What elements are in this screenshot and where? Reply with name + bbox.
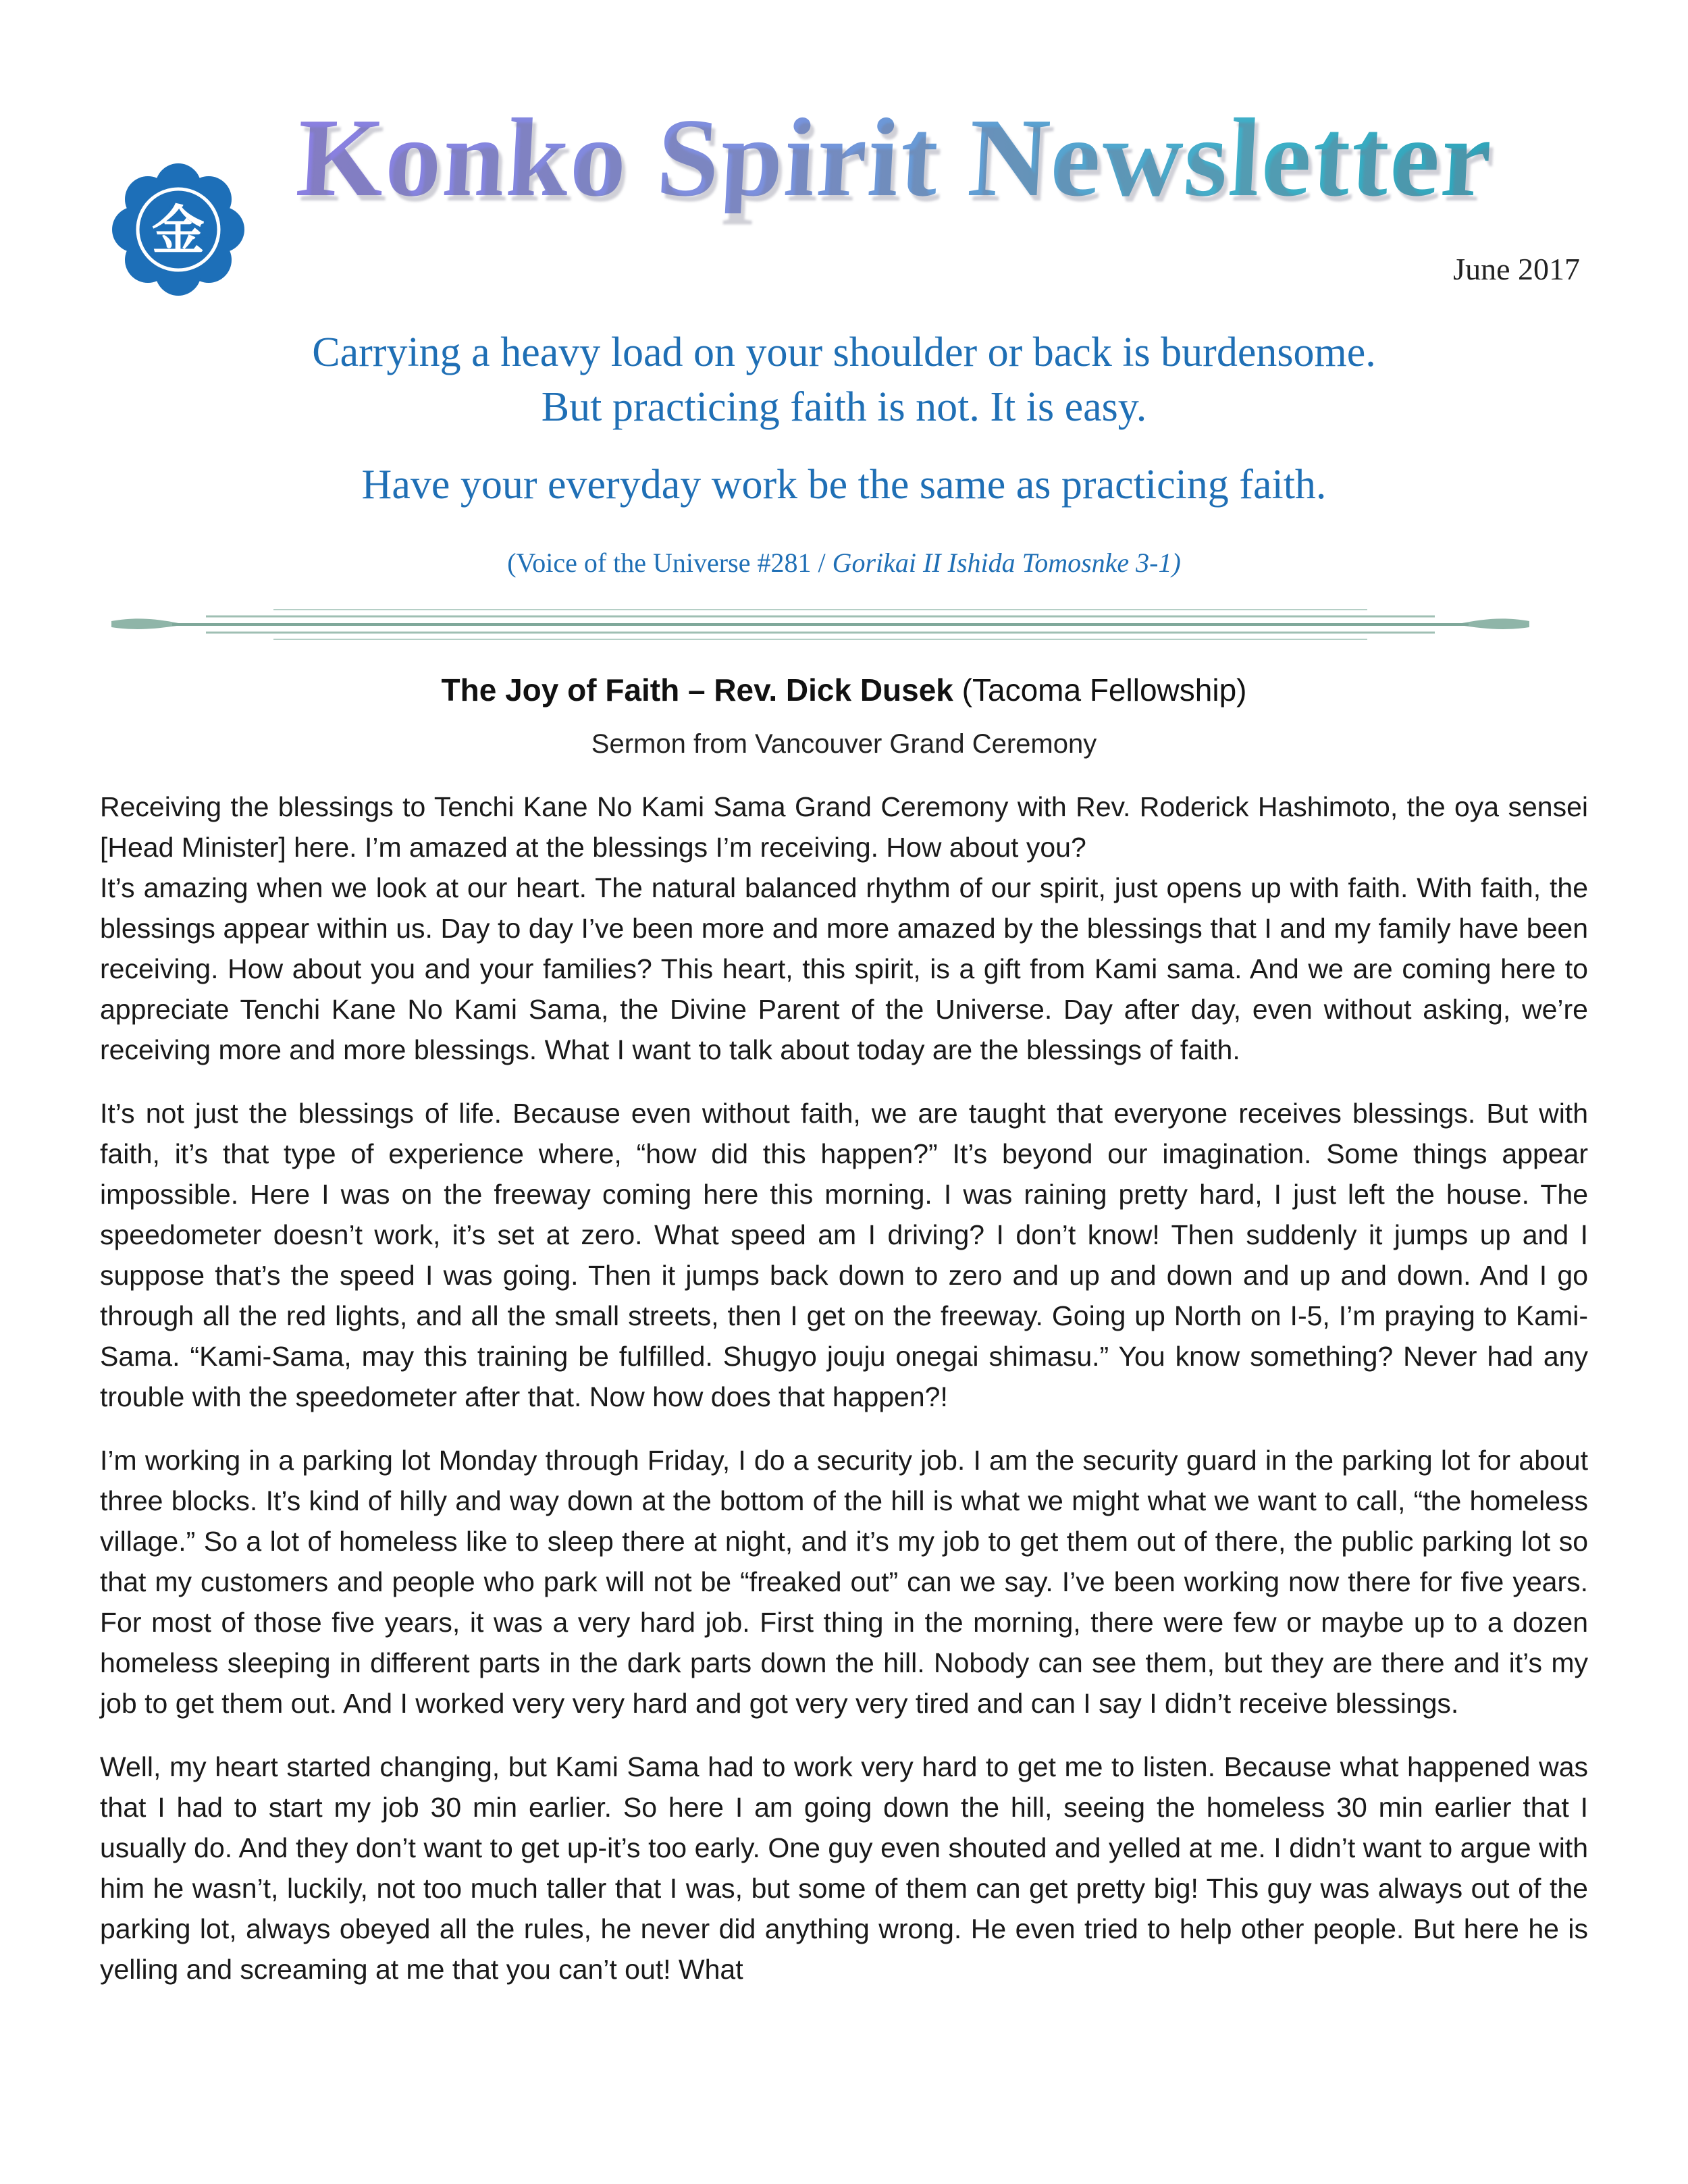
- article-title-main: The Joy of Faith – Rev. Dick Dusek: [441, 672, 953, 708]
- ornamental-divider: [111, 604, 1529, 645]
- article-subtitle: Sermon from Vancouver Grand Ceremony: [591, 729, 1097, 759]
- citation-reference: Gorikai II Ishida Tomosnke 3-1): [832, 548, 1181, 578]
- quote-line-2: But practicing faith is not. It is easy.: [541, 384, 1147, 430]
- issue-date: June 2017: [1453, 252, 1580, 286]
- article-paragraph-4: I’m working in a parking lot Monday through Friday, I do a security job. I am the security guard in the parking lot for about three blocks. It’s kind of hilly and way down at the bottom of the hill is what we might what we want to call, “the homeless village.” So a lot of homeless like to sleep there at night, and it’s my job to get them out of there, the public parking lot so that my customers and people who park will not be “freaked out” can we say. I’ve been working now there for five years. For most of those five years, it was a very hard job. First thing in the morning, there were few or maybe up to a dozen homeless sleeping in different parts in the dark parts down the hill. Nobody can see them, but they are there and it’s my job to get them out. And I worked very very hard and got very very tired and can I say I didn’t receive blessings.: [100, 1445, 1588, 1719]
- logo-glyph: 金: [151, 201, 205, 261]
- quote-line-1: Carrying a heavy load on your shoulder or back is burdensome.: [312, 329, 1376, 375]
- article-paragraph-2: It’s amazing when we look at our heart. The natural balanced rhythm of our spirit, just opens up with faith. With faith, the blessings appear within us. Day to day I’ve been more and more amazed by the blessings that I and my family have been receiving. How about you and your families? This heart, this spirit, is a gift from Kami sama. And we are coming here to appreciate Tenchi Kane No Kami Sama, the Divine Parent of the Universe. Day after day, even without asking, we’re receiving more and more blessings. What I want to talk about today are the blessings of faith.: [100, 872, 1588, 1065]
- newsletter-masthead: Konko Spirit Newsletter: [294, 101, 1583, 213]
- article-paragraph-5: Well, my heart started changing, but Kami Sama had to work very hard to get me to listen. Because what happened was that I had to start my job 30 min earlier. So here I am going down the hill, seeing the homeless 30 min earlier that I usually do. And they don’t want to get up-it’s too early. One guy even shouted and yelled at me. I didn’t want to argue with him he wasn’t, luckily, not too much taller that I was, but some of them can get pretty big! This guy was always out of the parking lot, always obeyed all the rules, he never did anything wrong. He even tried to help other people. But here he is yelling and screaming at me that you can’t out! What: [100, 1751, 1588, 1985]
- article-title-fellowship: (Tacoma Fellowship): [953, 672, 1247, 708]
- quote-line-3: Have your everyday work be the same as practicing faith.: [361, 462, 1327, 508]
- article-title: [0, 672, 1688, 708]
- article-body: [100, 787, 1588, 2013]
- article-paragraph-1: Receiving the blessings to Tenchi Kane No Kami Sama Grand Ceremony with Rev. Roderick Hashimoto, the oya sensei [Head Minister] here. I’m amazed at the blessings I’m receiving. How about you?: [100, 791, 1588, 863]
- konko-logo-emblem: [111, 162, 246, 297]
- quote-citation: [0, 547, 1688, 579]
- article-paragraph-3: It’s not just the blessings of life. Because even without faith, we are taught that everyone receives blessings. But with faith, it’s that type of experience where, “how did this happen?” It’s beyond our imagination. Some things appear impossible. Here I was on the freeway coming here this morning. I was raining pretty hard, I just left the house. The speedometer doesn’t work, it’s set at zero. What speed am I driving? I don’t know! Then suddenly it jumps up and I suppose that’s the speed I was going. Then it jumps back down to zero and up and down and up and down. And I go through all the red lights, and all the small streets, then I get on the freeway. Going up North on I-5, I’m praying to Kami-Sama. “Kami-Sama, may this training be fulfilled. Shugyo jouju onegai shimasu.” You know something? Never had any trouble with the speedometer after that. Now how does that happen?!: [100, 1098, 1588, 1412]
- citation-source: (Voice of the Universe #281 /: [507, 548, 833, 578]
